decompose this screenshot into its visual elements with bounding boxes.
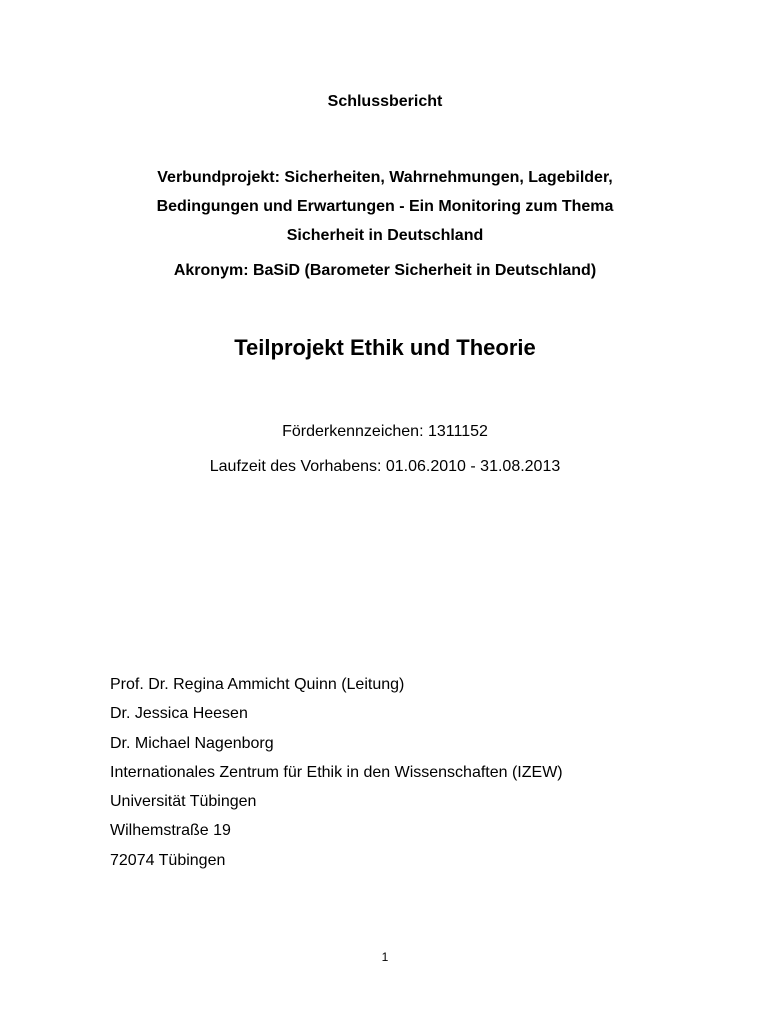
contact-line-researcher-1: Dr. Jessica Heesen bbox=[110, 705, 248, 723]
contact-line-university: Universität Tübingen bbox=[110, 793, 257, 811]
contact-line-city: 72074 Tübingen bbox=[110, 851, 226, 869]
subproject-title: Teilprojekt Ethik und Theorie bbox=[234, 335, 536, 360]
contact-line-researcher-2: Dr. Michael Nagenborg bbox=[110, 734, 274, 752]
contact-line-street: Wilhemstraße 19 bbox=[110, 822, 231, 840]
contact-block bbox=[110, 670, 730, 875]
funding-code: Förderkennzeichen: 1311152 bbox=[282, 423, 488, 440]
joint-project-title-line-2: Bedingungen und Erwartungen - Ein Monitoring zum Thema bbox=[156, 198, 614, 215]
contact-line-institute: Internationales Zentrum für Ethik in den Wissenschaften (IZEW) bbox=[110, 763, 563, 781]
joint-project-title-line-3: Sicherheit in Deutschland bbox=[286, 227, 484, 244]
contact-line-project-lead: Prof. Dr. Regina Ammicht Quinn (Leitung) bbox=[110, 676, 405, 693]
project-acronym: Akronym: BaSiD (Barometer Sicherheit in Deutschland) bbox=[173, 262, 597, 279]
joint-project-title-line-1: Verbundprojekt: Sicherheiten, Wahrnehmungen, Lagebilder, bbox=[157, 169, 613, 186]
project-duration: Laufzeit des Vorhabens: 01.06.2010 - 31.08.2013 bbox=[209, 458, 561, 475]
report-type-label: Schlussbericht bbox=[327, 93, 443, 110]
page-number: 1 bbox=[381, 950, 389, 964]
